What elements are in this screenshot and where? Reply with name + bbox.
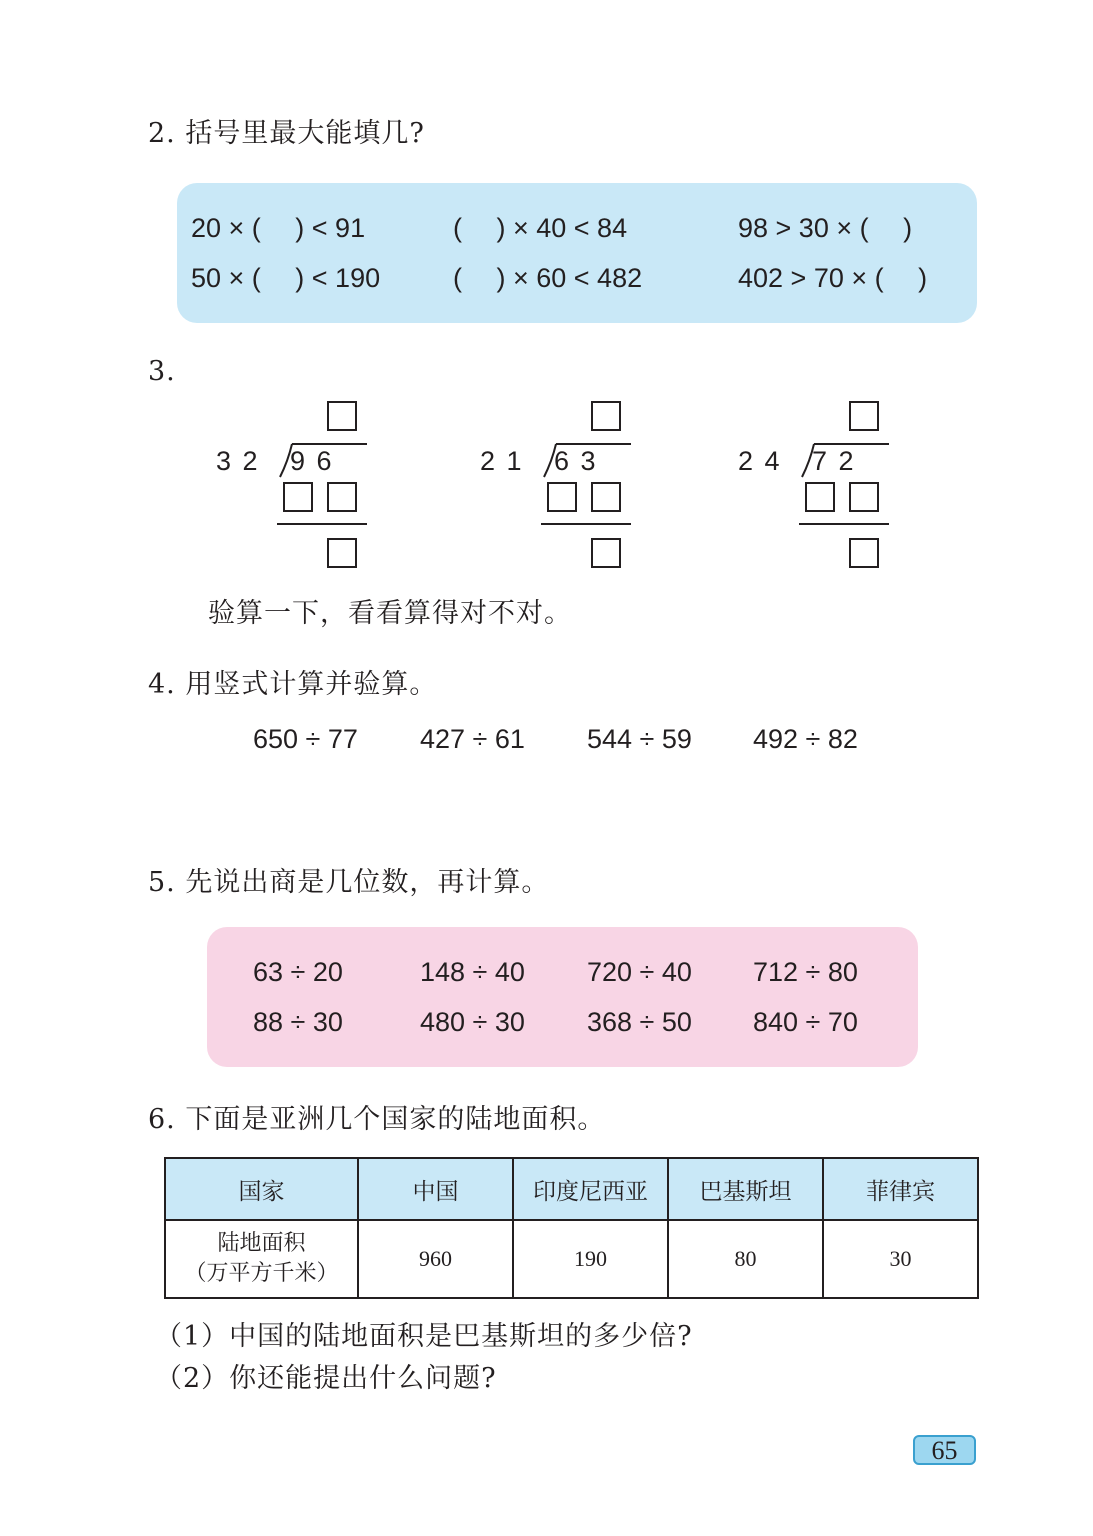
inequality-1-3: 98 > 30 × ( ) <box>738 213 913 243</box>
problem-2-heading: 2. 括号里最大能填几? <box>148 118 425 149</box>
land-area-table <box>164 1157 979 1299</box>
quotient-exercise-1-4: 712 ÷ 80 <box>753 957 858 987</box>
inequality-1-1: 20 × ( ) < 91 <box>191 213 366 243</box>
division-exercise-2: 427 ÷ 61 <box>420 724 525 754</box>
problem-5-panel <box>207 927 918 1067</box>
table-header-cell: 中国 <box>358 1158 513 1220</box>
product-box-ones[interactable] <box>327 482 357 512</box>
question-1: （1）中国的陆地面积是巴基斯坦的多少倍? <box>155 1321 693 1352</box>
quotient-exercise-1-1: 63 ÷ 20 <box>253 957 343 987</box>
dividend: 9 6 <box>290 446 334 476</box>
dividend: 6 3 <box>554 446 598 476</box>
table-row-label <box>165 1220 358 1298</box>
inequality-2-1: 50 × ( ) < 190 <box>191 263 381 293</box>
table-row <box>165 1220 978 1298</box>
table-header-cell: 菲律宾 <box>823 1158 978 1220</box>
quotient-exercise-1-3: 720 ÷ 40 <box>587 957 692 987</box>
quotient-box[interactable] <box>327 401 357 431</box>
table-header-row <box>165 1158 978 1220</box>
table-header-cell: 印度尼西亚 <box>513 1158 668 1220</box>
table-header-cell: 巴基斯坦 <box>668 1158 823 1220</box>
long-division-2 <box>474 398 734 578</box>
long-division-3 <box>732 398 992 578</box>
quotient-exercise-2-1: 88 ÷ 30 <box>253 1007 343 1037</box>
dividend: 7 2 <box>812 446 856 476</box>
table-cell: 190 <box>513 1220 668 1298</box>
problem-3-heading: 3. <box>148 356 176 387</box>
subtraction-line <box>799 523 889 525</box>
divisor: 2 4 <box>738 446 782 476</box>
divisor: 2 1 <box>480 446 524 476</box>
table-cell: 30 <box>823 1220 978 1298</box>
division-exercise-1: 650 ÷ 77 <box>253 724 358 754</box>
remainder-box[interactable] <box>591 538 621 568</box>
problem-3-note: 验算一下，看看算得对不对。 <box>208 598 572 629</box>
quotient-box[interactable] <box>591 401 621 431</box>
problem-6-heading: 6. 下面是亚洲几个国家的陆地面积。 <box>148 1104 606 1135</box>
divisor: 3 2 <box>216 446 260 476</box>
subtraction-line <box>541 523 631 525</box>
problem-5-heading: 5. 先说出商是几位数，再计算。 <box>148 867 550 898</box>
row-label-line-2: （万平方千米） <box>184 1261 339 1286</box>
inequality-1-2: ( ) × 40 < 84 <box>453 213 628 243</box>
quotient-exercise-1-2: 148 ÷ 40 <box>420 957 525 987</box>
subtraction-line <box>277 523 367 525</box>
problem-4-heading: 4. 用竖式计算并验算。 <box>148 669 438 700</box>
product-box-ones[interactable] <box>849 482 879 512</box>
table-cell: 80 <box>668 1220 823 1298</box>
quotient-box[interactable] <box>849 401 879 431</box>
division-exercise-4: 492 ÷ 82 <box>753 724 858 754</box>
table-cell: 960 <box>358 1220 513 1298</box>
division-bar <box>814 443 889 445</box>
division-bar <box>292 443 367 445</box>
long-division-1 <box>210 398 470 578</box>
remainder-box[interactable] <box>327 538 357 568</box>
product-box-ones[interactable] <box>591 482 621 512</box>
page-number: 65 <box>913 1435 976 1465</box>
division-exercise-3: 544 ÷ 59 <box>587 724 692 754</box>
inequality-2-2: ( ) × 60 < 482 <box>453 263 643 293</box>
product-box-tens[interactable] <box>283 482 313 512</box>
inequality-2-3: 402 > 70 × ( ) <box>738 263 928 293</box>
remainder-box[interactable] <box>849 538 879 568</box>
quotient-exercise-2-4: 840 ÷ 70 <box>753 1007 858 1037</box>
table-header-cell: 国家 <box>165 1158 358 1220</box>
row-label-line-1: 陆地面积 <box>217 1231 306 1256</box>
question-2: （2）你还能提出什么问题? <box>155 1363 497 1394</box>
division-bar <box>556 443 631 445</box>
quotient-exercise-2-3: 368 ÷ 50 <box>587 1007 692 1037</box>
product-box-tens[interactable] <box>805 482 835 512</box>
problem-2-panel <box>177 183 977 323</box>
product-box-tens[interactable] <box>547 482 577 512</box>
quotient-exercise-2-2: 480 ÷ 30 <box>420 1007 525 1037</box>
